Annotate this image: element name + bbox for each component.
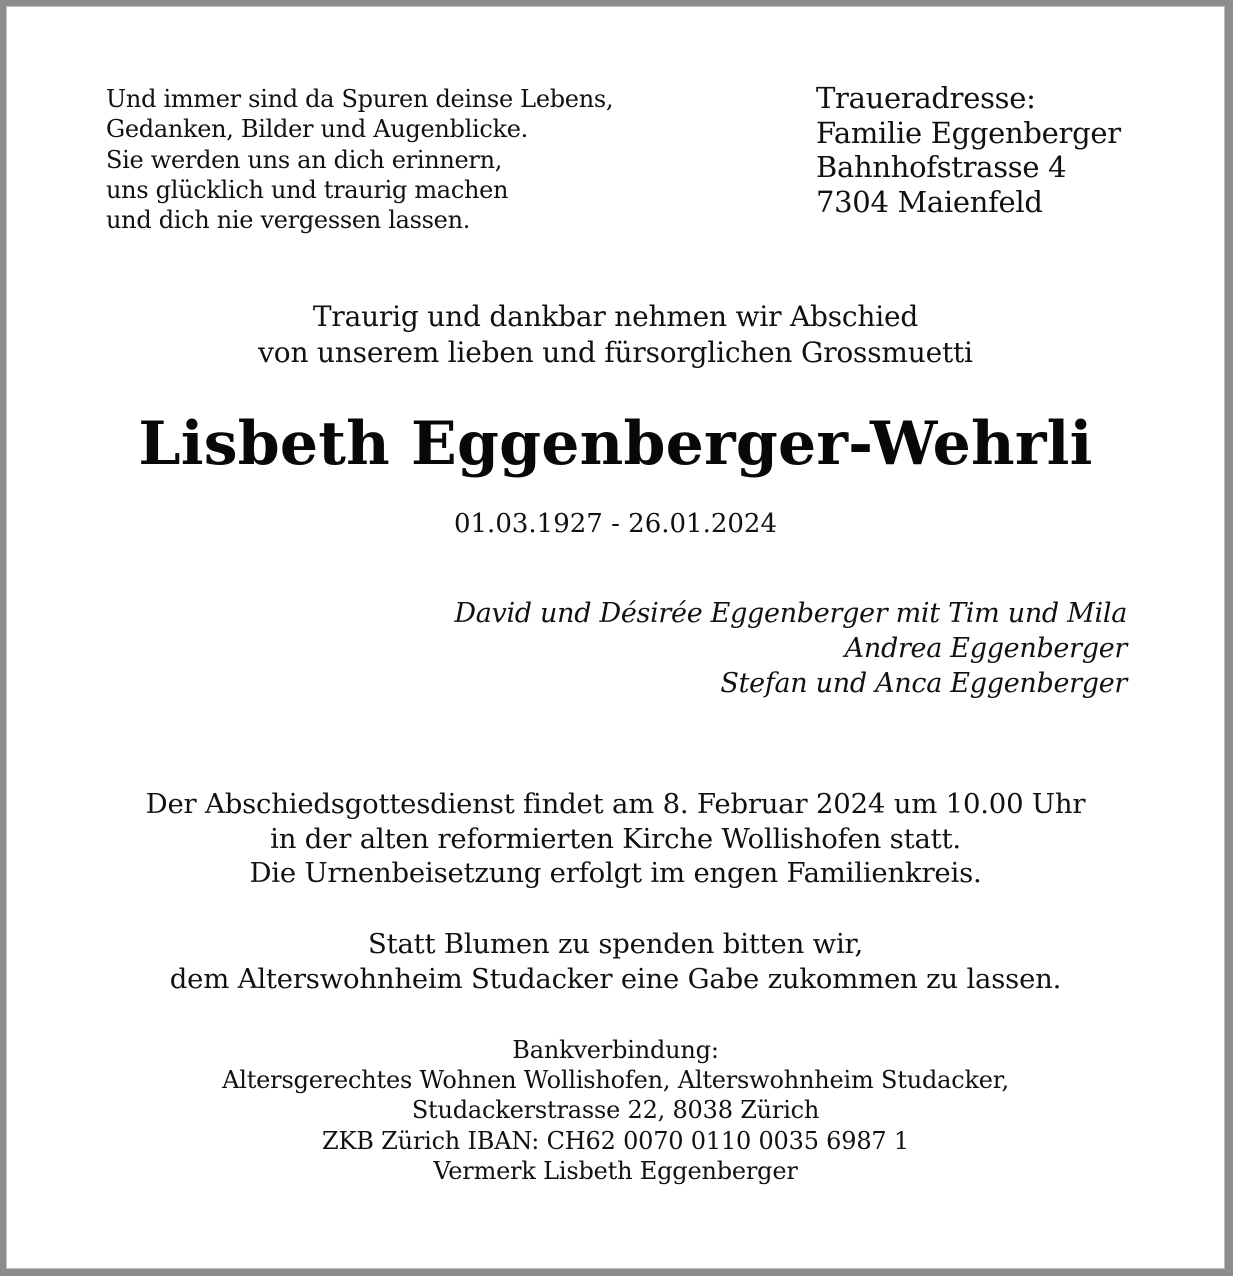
poem-line: und dich nie vergessen lassen. [106, 206, 471, 235]
poem-line: Und immer sind da Spuren deinse Lebens, [106, 85, 614, 113]
service-line: in der alten reformierten Kirche Wollishofen statt. [270, 822, 961, 855]
service-line: Die Urnenbeisetzung erfolgt im engen Familienkreis. [249, 857, 982, 889]
address-city: 7304 Maienfeld [816, 184, 1043, 219]
address-label: Traueradresse: [816, 81, 1036, 115]
bank-recipient: Altersgerechtes Wohnen Wollishofen, Alterswohnheim Studacker, [222, 1066, 1009, 1095]
bank-address: Studackerstrasse 22, 8038 Zürich [411, 1096, 820, 1125]
donation-request [6, 927, 1225, 997]
bank-label: Bankverbindung: [512, 1036, 719, 1064]
address-family: Familie Eggenberger [816, 115, 1121, 150]
service-line: Der Abschiedsgottesdienst findet am 8. Februar 2024 um 10.00 Uhr [145, 788, 1086, 820]
obituary-page [6, 6, 1225, 1269]
donation-line: Statt Blumen zu spenden bitten wir, [367, 928, 864, 960]
intro-line: von unserem lieben und fürsorglichen Grossmuetti [258, 335, 973, 369]
poem-line: Gedanken, Bilder und Augenblicke. [106, 115, 528, 144]
family-line: Stefan und Anca Eggenberger [720, 668, 1127, 699]
bank-iban: ZKB Zürich IBAN: CH62 0070 0110 0035 6987 1 [322, 1126, 909, 1155]
life-dates: 01.03.1927 - 26.01.2024 [453, 509, 778, 539]
service-info [6, 787, 1225, 891]
poem [106, 84, 613, 235]
donation-line: dem Alterswohnheim Studacker eine Gabe zukommen zu lassen. [169, 963, 1062, 995]
intro-line: Traurig und dankbar nehmen wir Abschied [312, 300, 919, 333]
intro-text [6, 299, 1225, 370]
family-members [454, 596, 1127, 701]
bank-reference: Vermerk Lisbeth Eggenberger [433, 1156, 798, 1185]
family-line: Andrea Eggenberger [844, 633, 1127, 664]
family-line: David und Désirée Eggenberger mit Tim und Mila [454, 598, 1127, 629]
mourning-address [816, 81, 1121, 219]
address-street: Bahnhofstrasse 4 [816, 150, 1067, 184]
deceased-name: Lisbeth Eggenberger-Wehrli [138, 409, 1093, 479]
bank-details [6, 1035, 1225, 1186]
poem-line: Sie werden uns an dich erinnern, [106, 145, 503, 174]
poem-line: uns glücklich und traurig machen [106, 175, 509, 204]
